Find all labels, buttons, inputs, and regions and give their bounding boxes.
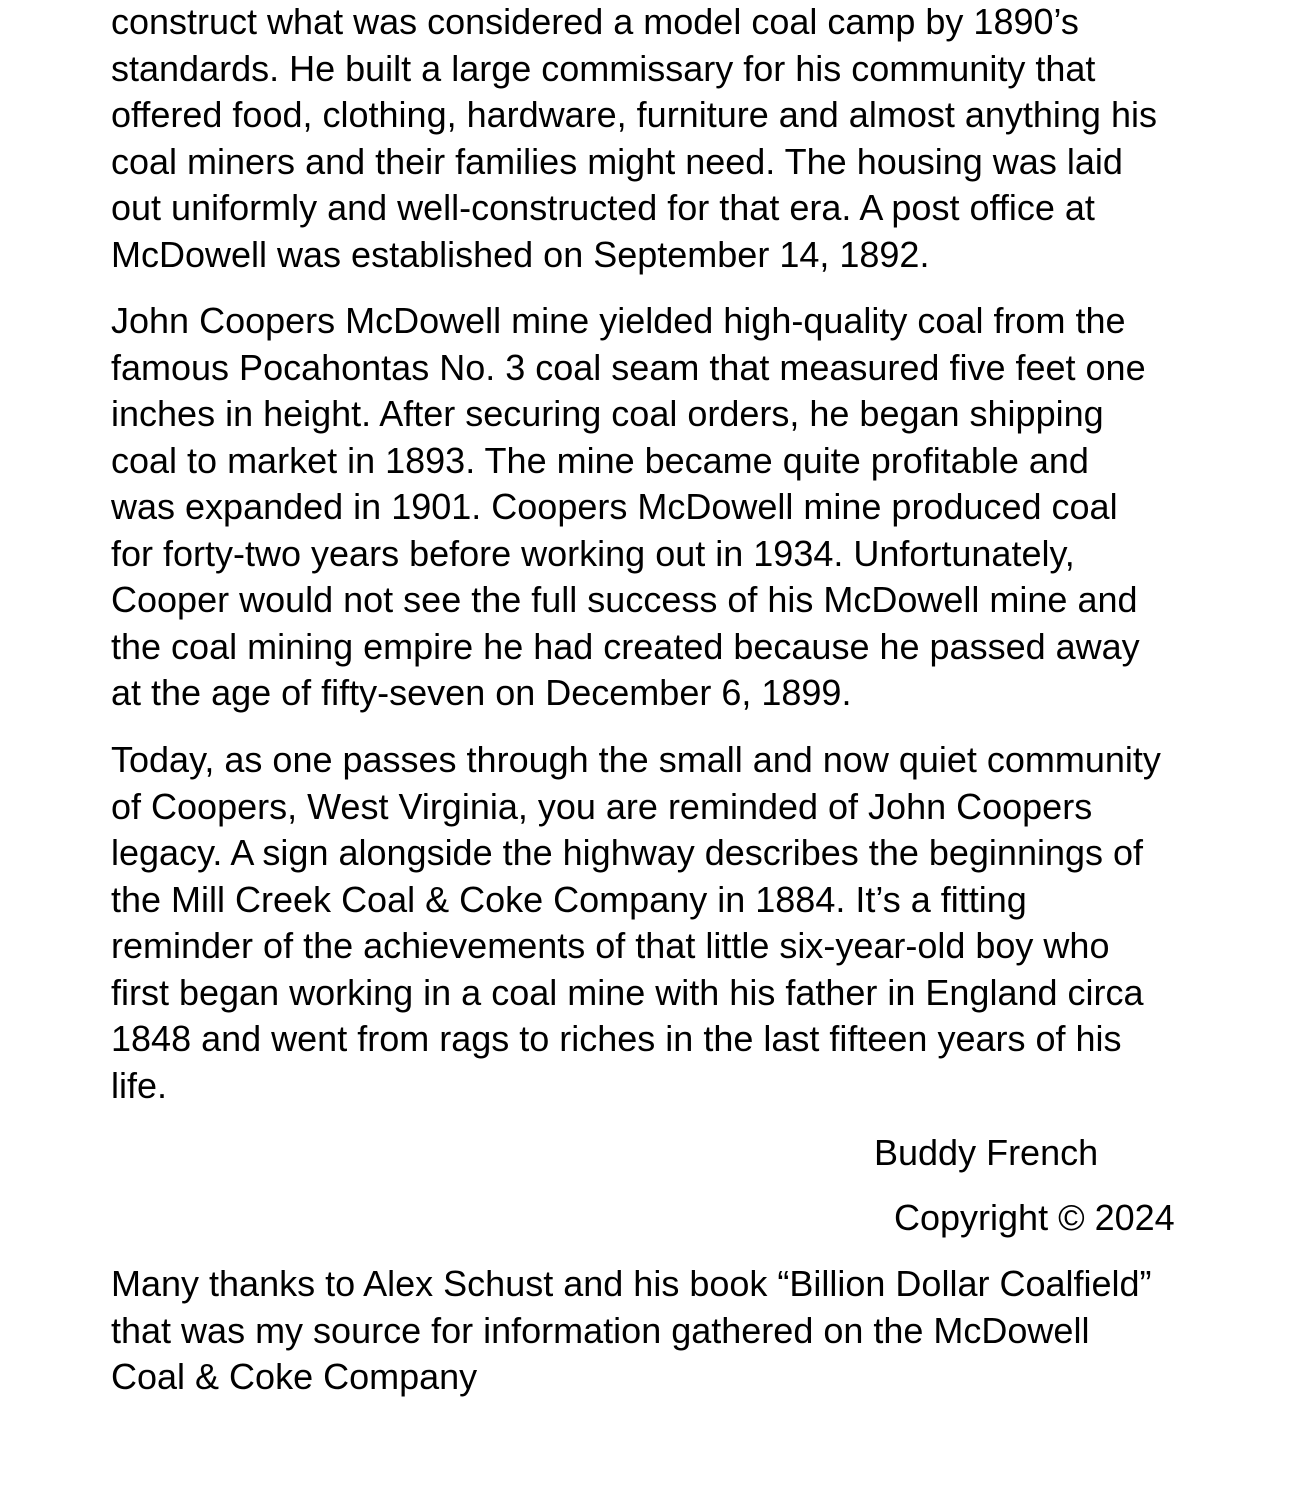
paragraph-mcdowell-mine bbox=[111, 298, 1241, 717]
text-line: of Coopers, West Virginia, you are reminded of John Coopers bbox=[111, 785, 1093, 827]
text-line: famous Pocahontas No. 3 coal seam that measured five feet one bbox=[111, 346, 1146, 388]
text-line: reminder of the achievements of that little six-year-old boy who bbox=[111, 925, 1110, 966]
text-line: coal to market in 1893. The mine became quite profitable and bbox=[111, 439, 1089, 481]
author-name: Buddy French bbox=[874, 1132, 1099, 1173]
text-line: John Coopers McDowell mine yielded high-quality coal from the bbox=[111, 300, 1126, 341]
text-line: Today, as one passes through the small and now quiet community bbox=[111, 739, 1161, 780]
copyright-notice: Copyright © 2024 bbox=[894, 1197, 1175, 1238]
paragraph-legacy bbox=[111, 737, 1241, 1109]
text-line: Many thanks to Alex Schust and his book “Billion Dollar Coalfield” bbox=[111, 1263, 1152, 1304]
text-line: Cooper would not see the full success of his McDowell mine and bbox=[111, 579, 1138, 620]
text-line: standards. He built a large commissary for his community that bbox=[111, 47, 1096, 89]
text-line: first began working in a coal mine with his father in England circa bbox=[111, 971, 1144, 1013]
text-line: at the age of fifty-seven on December 6, 1899. bbox=[111, 672, 852, 713]
text-line: Coal & Coke Company bbox=[111, 1356, 478, 1397]
text-line: that was my source for information gathered on the McDowell bbox=[111, 1309, 1090, 1351]
text-line: the Mill Creek Coal & Coke Company in 1884. It’s a fitting bbox=[111, 878, 1027, 920]
text-line: coal miners and their families might need. The housing was laid bbox=[111, 140, 1123, 182]
text-line: life. bbox=[111, 1064, 168, 1106]
text-line: McDowell was established on September 14, 1892. bbox=[111, 233, 930, 275]
text-line: 1848 and went from rags to riches in the last fifteen years of his bbox=[111, 1018, 1122, 1059]
text-line: out uniformly and well-constructed for that era. A post office at bbox=[111, 187, 1095, 228]
text-line: inches in height. After securing coal orders, he began shipping bbox=[111, 393, 1104, 434]
paragraph-acknowledgement bbox=[111, 1261, 1241, 1401]
text-line: for forty-two years before working out in 1934. Unfortunately, bbox=[111, 532, 1075, 574]
text-line: construct what was considered a model coal camp by 1890’s bbox=[111, 1, 1079, 42]
text-line: was expanded in 1901. Coopers McDowell mine produced coal bbox=[111, 486, 1118, 527]
paragraph-model-coal-camp bbox=[111, 0, 1241, 278]
text-line: the coal mining empire he had created because he passed away bbox=[111, 625, 1140, 667]
text-line: legacy. A sign alongside the highway describes the beginnings of bbox=[111, 832, 1144, 873]
text-line: offered food, clothing, hardware, furniture and almost anything his bbox=[111, 94, 1157, 135]
